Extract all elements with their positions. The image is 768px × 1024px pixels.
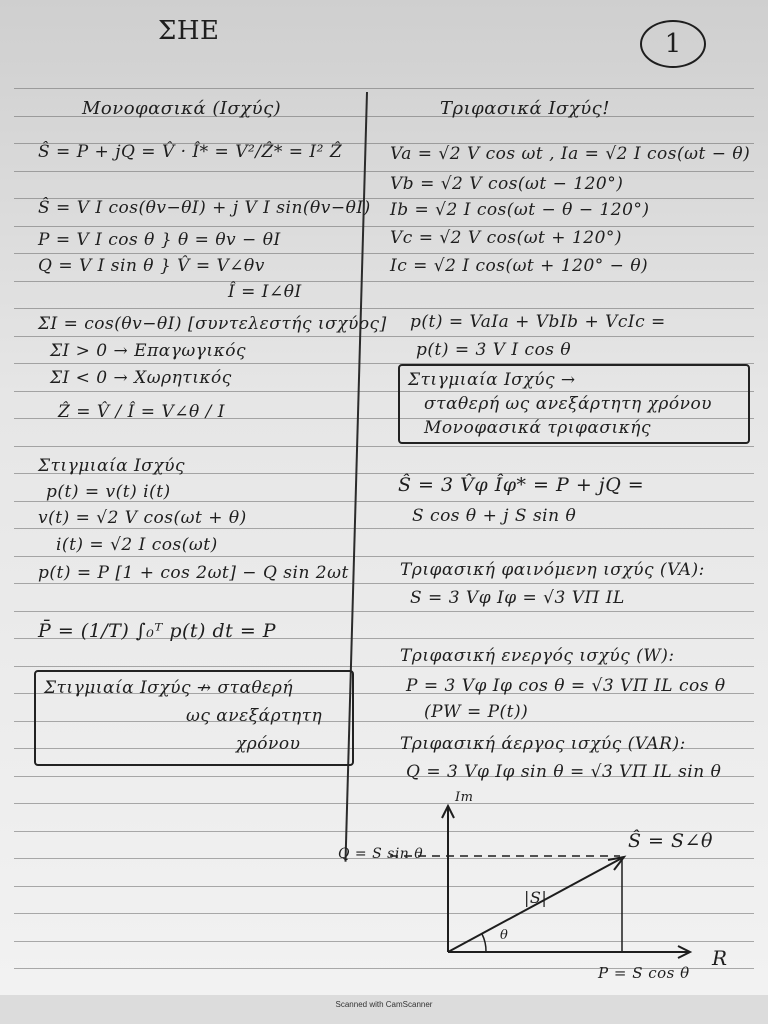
left-heading: Μονοφασικά (Ισχύς) [82, 98, 282, 119]
left-line: ΣΙ = cos(θv−θI) [συντελεστής ισχύος] [38, 314, 387, 334]
real-axis-label: R [712, 946, 728, 970]
left-line: Ŝ = V I cos(θv−θI) + j V I sin(θv−θI) [38, 198, 371, 218]
right-line: Ŝ = 3 V̂φ Îφ* = P + jQ = [398, 474, 645, 496]
theta-arc [482, 934, 486, 952]
angle-label: θ [500, 928, 509, 943]
left-line: Ŝ = P + jQ = V̂ · Î* = V²/Ẑ* = I² Ẑ [38, 142, 343, 162]
right-line: P = 3 Vφ Iφ cos θ = √3 VΠ IL cos θ [406, 676, 726, 696]
right-line: p(t) = VaIa + VbIb + VcIc = [410, 312, 666, 332]
right-line: Va = √2 V cos ωt , Ia = √2 I cos(ωt − θ) [390, 144, 751, 164]
left-line: P = V I cos θ } θ = θv − θI [38, 230, 281, 250]
right-line: Ic = √2 I cos(ωt + 120° − θ) [390, 256, 649, 276]
right-line: Q = 3 Vφ Iφ sin θ = √3 VΠ IL sin θ [406, 762, 722, 782]
s-phasor-label: Ŝ = S∠θ [628, 830, 713, 852]
right-box-line: σταθερή ως ανεξάρτητη χρόνου [424, 394, 713, 414]
right-line: Vb = √2 V cos(ωt − 120°) [390, 174, 624, 194]
left-line: ΣΙ < 0 → Χωρητικός [50, 368, 232, 388]
right-line: S = 3 Vφ Iφ = √3 VΠ IL [410, 588, 625, 608]
left-line: Q = V I sin θ } V̂ = V∠θv [38, 256, 265, 276]
left-line: Ẑ = V̂ / Î = V∠θ / I [58, 402, 225, 422]
right-box-line: Μονοφασικά τριφασικής [424, 418, 651, 438]
left-line: v(t) = √2 V cos(ωt + θ) [38, 508, 247, 528]
right-heading: Τριφασικά Ισχύς! [440, 98, 610, 119]
imaginary-axis-label: Im [455, 790, 474, 805]
left-line: p(t) = v(t) i(t) [46, 482, 171, 502]
left-box-line: χρόνου [236, 734, 301, 754]
page-title: ΣΗΕ [158, 16, 220, 46]
left-line: i(t) = √2 I cos(ωt) [56, 535, 218, 555]
right-line: (PW = P(t)) [424, 702, 529, 722]
right-line: S cos θ + j S sin θ [412, 506, 577, 526]
page-number: 1 [664, 29, 682, 59]
left-line: Στιγμιαία Ισχύς [38, 456, 185, 476]
left-line: ΣΙ > 0 → Επαγωγικός [50, 341, 246, 361]
q-axis-label: Q = S sin θ [338, 846, 424, 862]
right-line: Ib = √2 I cos(ωt − θ − 120°) [390, 200, 650, 220]
left-line: Î = I∠θI [228, 282, 302, 302]
p-axis-label: P = S cos θ [598, 964, 690, 982]
left-box-line: Στιγμιαία Ισχύς ↛ σταθερή [44, 678, 294, 698]
right-line: p(t) = 3 V I cos θ [416, 340, 572, 360]
right-line: Vc = √2 V cos(ωt + 120°) [390, 228, 623, 248]
right-line: Τριφασική άεργος ισχύς (VAR): [400, 734, 686, 754]
vector-magnitude-label: |S| [524, 888, 548, 907]
left-line: p(t) = P [1 + cos 2ωt] − Q sin 2ωt [38, 563, 349, 583]
left-box-line: ως ανεξάρτητη [186, 706, 323, 726]
right-line: Τριφασική φαινόμενη ισχύς (VA): [400, 560, 705, 580]
scanner-watermark: Scanned with CamScanner [335, 1000, 433, 1009]
left-line: P̄ = (1/T) ∫₀ᵀ p(t) dt = P [38, 620, 277, 642]
right-line: Τριφασική ενεργός ισχύς (W): [400, 646, 675, 666]
right-box-line: Στιγμιαία Ισχύς → [408, 370, 576, 390]
